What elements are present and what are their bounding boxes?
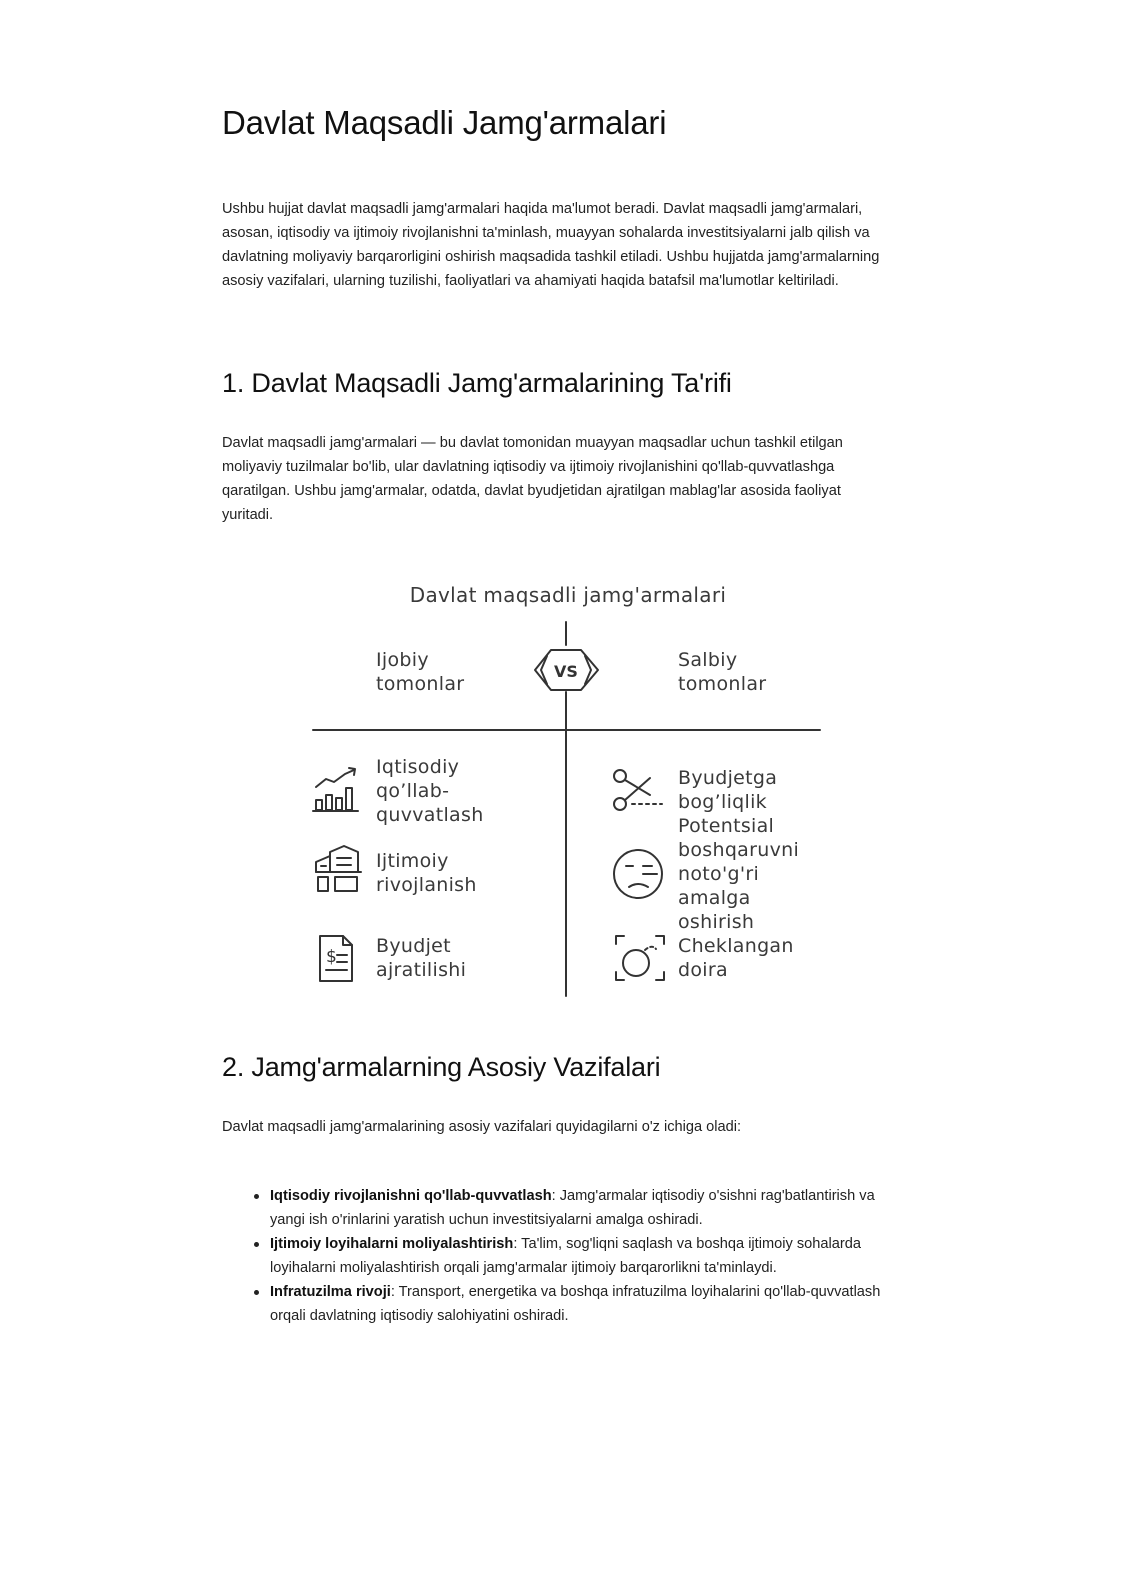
- list-item-text: : Jamg'armalar iqtisodiy o'sishni rag'batlantirish va yangi ish o'rinlarini yaratish uchun investitsiyalarni amalga oshiradi.: [270, 1188, 875, 1228]
- section-1-paragraph: Davlat maqsadli jamg'armalari — bu davlat tomonidan muayyan maqsadlar uchun tashkil etilgan moliyaviy tuzilmalar bo'lib, ular davlatning iqtisodiy va ijtimoiy rivojlanishini qo'llab-quvvatlashga qaratilgan. Ushbu jamg'armalar, odatda, davlat byudjetidan ajratilgan mablag'lar asosida faoliyat yuritadi.: [222, 435, 843, 523]
- section-2-heading: 2. Jamg'armalarning Asosiy Vazifalari: [222, 1052, 661, 1082]
- scissors-icon: [614, 770, 662, 810]
- budget-document-icon: [320, 936, 352, 981]
- list-item: [270, 1184, 895, 1232]
- page-title: Davlat Maqsadli Jamg'armalari: [222, 104, 667, 141]
- limited-scope-icon: [616, 936, 664, 980]
- list-item-term: Iqtisodiy rivojlanishni qo'llab-quvvatlash: [270, 1188, 552, 1204]
- section-2-intro: Davlat maqsadli jamg'armalarining asosiy vazifalari quyidagilarni o'z ichiga oladi:: [222, 1119, 742, 1135]
- functions-list: [222, 1184, 895, 1328]
- left-header: Ijobiy tomonlar: [376, 649, 465, 695]
- right-item-2-label: Potentsial boshqaruvni noto'g'ri amalga oshirish: [678, 815, 800, 933]
- list-item-term: Infratuzilma rivoji: [270, 1284, 391, 1300]
- right-item-3-label: Cheklangan doira: [678, 935, 794, 981]
- diagram-title: Davlat maqsadli jamg'armalari: [409, 583, 727, 607]
- left-item-3-label: Byudjet ajratilishi: [376, 935, 467, 981]
- list-item: [270, 1232, 895, 1280]
- left-item-1-label: Iqtisodiy qo’llab- quvvatlash: [376, 756, 484, 826]
- right-item-1-label: Byudjetga bog’liqlik: [678, 767, 778, 813]
- worried-face-icon: [614, 850, 662, 898]
- list-item-term: Ijtimoiy loyihalarni moliyalashtirish: [270, 1236, 514, 1252]
- section-1-heading: 1. Davlat Maqsadli Jamg'armalarining Ta'rifi: [222, 368, 732, 398]
- vs-badge: [535, 650, 598, 690]
- list-item-text: : Ta'lim, sog'liqni saqlash va boshqa ijtimoiy sohalarda loyihalarni moliyalashtirish orqali jamg'armalar ijtimoiy barqarorlikni ta'minlaydi.: [270, 1236, 861, 1276]
- left-item-2-label: Ijtimoiy rivojlanish: [376, 850, 477, 896]
- list-item-text: : Transport, energetika va boshqa infratuzilma loyihalarini qo'llab-quvvatlash orqali davlatning iqtisodiy salohiyatini oshiradi.: [270, 1284, 881, 1324]
- svg-text:$: $: [326, 947, 337, 967]
- buildings-icon: [316, 846, 361, 891]
- growth-chart-icon: [313, 768, 358, 811]
- list-item: [270, 1280, 895, 1328]
- right-header: Salbiy tomonlar: [678, 649, 767, 695]
- vs-label: VS: [554, 662, 578, 681]
- intro-paragraph: Ushbu hujjat davlat maqsadli jamg'armalari haqida ma'lumot beradi. Davlat maqsadli jamg'armalari, asosan, iqtisodiy va ijtimoiy rivojlanishni ta'minlash, muayyan sohalarda investitsiyalarni jalb qilish va davlatning moliyaviy barqarorligini oshirish maqsadida tashkil etiladi. Ushbu hujjatda jamg'armalarning asosiy vazifalari, ularning tuzilishi, faoliyatlari va ahamiyati haqida batafsil ma'lumotlar keltiriladi.: [222, 201, 880, 289]
